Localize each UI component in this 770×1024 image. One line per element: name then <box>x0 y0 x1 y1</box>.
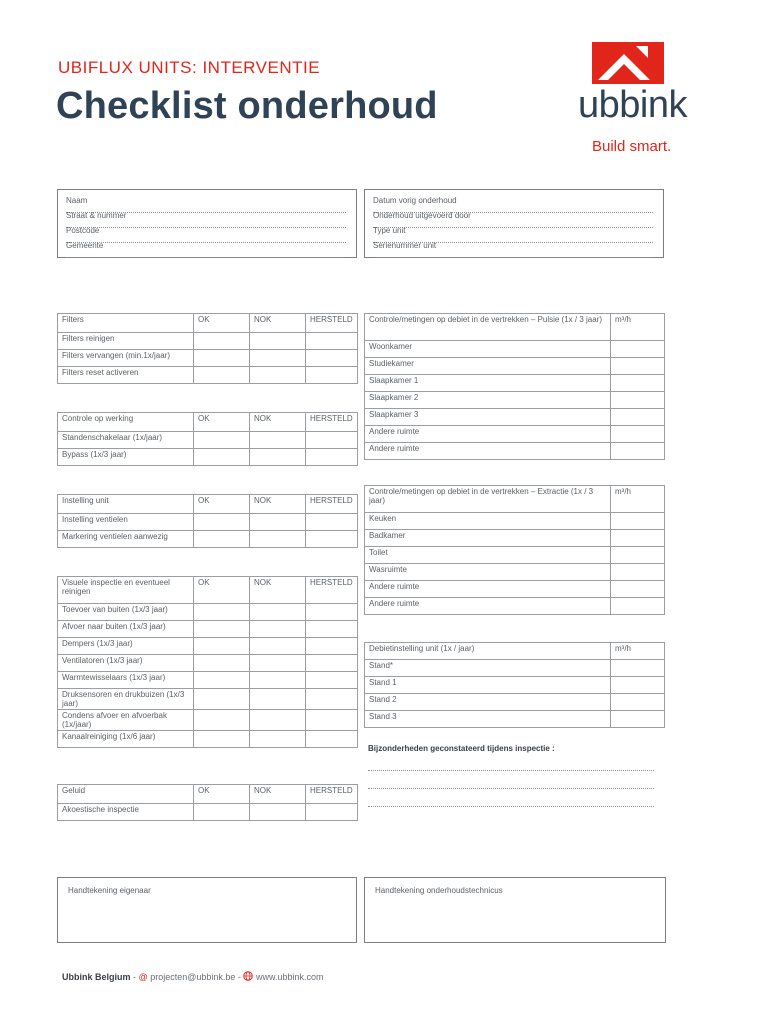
ok-checkbox[interactable] <box>194 710 250 731</box>
table-row <box>365 392 665 409</box>
ok-column-header: OK <box>194 495 250 514</box>
flow-value-input[interactable] <box>611 443 665 460</box>
table-row <box>365 694 665 711</box>
room-label: Stand* <box>365 660 611 677</box>
section-label: Filters <box>58 314 194 333</box>
table-row <box>58 449 358 466</box>
nok-checkbox[interactable] <box>250 367 306 384</box>
room-label: Keuken <box>365 513 611 530</box>
ok-checkbox[interactable] <box>194 432 250 449</box>
footer-company: Ubbink Belgium <box>62 972 131 982</box>
document-subtitle: UBIFLUX UNITS: INTERVENTIE <box>58 58 321 77</box>
nok-checkbox[interactable] <box>250 672 306 689</box>
notes-line-1[interactable] <box>368 770 654 771</box>
table-row <box>58 710 358 731</box>
customer-info-box <box>57 189 357 258</box>
ok-checkbox[interactable] <box>194 638 250 655</box>
operation-checklist-table <box>57 412 358 466</box>
repaired-checkbox[interactable] <box>306 804 358 821</box>
ok-checkbox[interactable] <box>194 604 250 621</box>
footer-separator-1: - <box>133 972 137 982</box>
check-item-label: Akoestische inspectie <box>58 804 194 821</box>
check-item-label: Instelling ventielen <box>58 514 194 531</box>
ok-checkbox[interactable] <box>194 655 250 672</box>
table-row <box>58 514 358 531</box>
at-icon: @ <box>138 972 148 982</box>
check-item-label: Markering ventielen aanwezig <box>58 531 194 548</box>
nok-checkbox[interactable] <box>250 638 306 655</box>
flow-value-input[interactable] <box>611 711 665 728</box>
repaired-checkbox[interactable] <box>306 514 358 531</box>
repaired-checkbox[interactable] <box>306 689 358 710</box>
brand-tagline: Build smart. <box>592 138 672 155</box>
table-header-row <box>58 495 358 514</box>
repaired-checkbox[interactable] <box>306 655 358 672</box>
table-row <box>58 604 358 621</box>
ok-column-header: OK <box>194 577 250 604</box>
check-item-label: Filters vervangen (min.1x/jaar) <box>58 350 194 367</box>
nok-checkbox[interactable] <box>250 449 306 466</box>
repaired-column-header: HERSTELD <box>306 785 358 804</box>
info-field-municipality[interactable]: Gemeente <box>66 241 346 258</box>
check-item-label: Ventilatoren (1x/3 jaar) <box>58 655 194 672</box>
owner-signature-box[interactable] <box>57 877 357 943</box>
table-header-row <box>365 643 665 660</box>
flow-unit-column-header: m³/h <box>611 643 665 660</box>
nok-checkbox[interactable] <box>250 333 306 350</box>
table-row <box>365 375 665 392</box>
inspection-notes-label: Bijzonderheden geconstateerd tijdens inspectie : <box>368 744 555 753</box>
brand-name: ubbink <box>578 84 687 126</box>
globe-icon <box>243 971 253 981</box>
table-row <box>365 341 665 358</box>
section-label: Controle op werking <box>58 413 194 432</box>
room-label: Badkamer <box>365 530 611 547</box>
filters-checklist-table <box>57 313 358 384</box>
room-label: Toilet <box>365 547 611 564</box>
table-row <box>365 426 665 443</box>
ok-checkbox[interactable] <box>194 531 250 548</box>
flow-value-input[interactable] <box>611 341 665 358</box>
table-header-row <box>58 413 358 432</box>
repaired-column-header: HERSTELD <box>306 495 358 514</box>
sound-checklist-table <box>57 784 358 821</box>
info-field-serial-number[interactable]: Serienummer unit <box>373 241 653 258</box>
table-row <box>58 531 358 548</box>
ok-checkbox[interactable] <box>194 350 250 367</box>
check-item-label: Condens afvoer en afvoerbak (1x/jaar) <box>58 710 194 731</box>
nok-checkbox[interactable] <box>250 655 306 672</box>
table-header-row <box>365 314 665 341</box>
ok-checkbox[interactable] <box>194 804 250 821</box>
info-field-street[interactable]: Straat & nummer <box>66 211 346 228</box>
ok-checkbox[interactable] <box>194 621 250 638</box>
repaired-column-header: HERSTELD <box>306 577 358 604</box>
flow-value-input[interactable] <box>611 530 665 547</box>
nok-checkbox[interactable] <box>250 350 306 367</box>
repaired-checkbox[interactable] <box>306 621 358 638</box>
room-label: Studiekamer <box>365 358 611 375</box>
check-item-label: Warmtewisselaars (1x/3 jaar) <box>58 672 194 689</box>
ok-checkbox[interactable] <box>194 731 250 748</box>
ubbink-logo-icon <box>592 42 664 84</box>
table-row <box>58 689 358 710</box>
flow-value-input[interactable] <box>611 581 665 598</box>
room-label: Andere ruimte <box>365 581 611 598</box>
ok-checkbox[interactable] <box>194 333 250 350</box>
table-header-row <box>365 486 665 513</box>
check-item-label: Standenschakelaar (1x/jaar) <box>58 432 194 449</box>
nok-column-header: NOK <box>250 413 306 432</box>
room-label: Andere ruimte <box>365 443 611 460</box>
room-label: Andere ruimte <box>365 426 611 443</box>
info-field-name[interactable]: Naam <box>66 196 346 213</box>
flow-value-input[interactable] <box>611 513 665 530</box>
repaired-checkbox[interactable] <box>306 449 358 466</box>
nok-checkbox[interactable] <box>250 514 306 531</box>
ok-column-header: OK <box>194 314 250 333</box>
notes-line-3[interactable] <box>368 806 654 807</box>
nok-checkbox[interactable] <box>250 710 306 731</box>
check-item-label: Filters reset activeren <box>58 367 194 384</box>
table-row <box>365 581 665 598</box>
table-row <box>365 677 665 694</box>
table-row <box>58 804 358 821</box>
table-row <box>58 367 358 384</box>
measurement-section-label: Controle/metingen op debiet in de vertrekken – Extractie (1x / 3 jaar) <box>365 486 611 513</box>
ok-checkbox[interactable] <box>194 514 250 531</box>
flow-value-input[interactable] <box>611 409 665 426</box>
flow-value-input[interactable] <box>611 598 665 615</box>
section-label: Visuele inspectie en eventueel reinigen <box>58 577 194 604</box>
room-label: Stand 2 <box>365 694 611 711</box>
table-row <box>365 409 665 426</box>
info-field-postcode[interactable]: Postcode <box>66 226 346 243</box>
table-row <box>365 598 665 615</box>
room-label: Stand 3 <box>365 711 611 728</box>
room-label: Woonkamer <box>365 341 611 358</box>
table-row <box>58 350 358 367</box>
repaired-checkbox[interactable] <box>306 333 358 350</box>
table-row <box>58 655 358 672</box>
repaired-checkbox[interactable] <box>306 672 358 689</box>
nok-column-header: NOK <box>250 495 306 514</box>
table-row <box>365 530 665 547</box>
flow-value-input[interactable] <box>611 426 665 443</box>
nok-column-header: NOK <box>250 314 306 333</box>
section-label: Geluid <box>58 785 194 804</box>
table-row <box>365 358 665 375</box>
repaired-checkbox[interactable] <box>306 531 358 548</box>
check-item-label: Afvoer naar buiten (1x/3 jaar) <box>58 621 194 638</box>
check-item-label: Toevoer van buiten (1x/3 jaar) <box>58 604 194 621</box>
unit-info-box <box>364 189 664 258</box>
table-header-row <box>58 314 358 333</box>
nok-checkbox[interactable] <box>250 531 306 548</box>
info-field-last-service[interactable]: Datum vorig onderhoud <box>373 196 653 213</box>
room-label: Wasruimte <box>365 564 611 581</box>
flow-unit-column-header: m³/h <box>611 486 665 513</box>
footer-website[interactable]: www.ubbink.com <box>255 972 324 982</box>
extract-flow-measurement-table <box>364 485 665 615</box>
flow-unit-column-header: m³/h <box>611 314 665 341</box>
room-label: Slaapkamer 2 <box>365 392 611 409</box>
table-row <box>58 638 358 655</box>
flow-value-input[interactable] <box>611 547 665 564</box>
room-label: Slaapkamer 1 <box>365 375 611 392</box>
ok-checkbox[interactable] <box>194 449 250 466</box>
table-row <box>365 513 665 530</box>
flow-value-input[interactable] <box>611 564 665 581</box>
flow-value-input[interactable] <box>611 375 665 392</box>
document-title: Checklist onderhoud <box>56 85 438 127</box>
room-label: Stand 1 <box>365 677 611 694</box>
visual-inspection-checklist-table <box>57 576 358 748</box>
nok-checkbox[interactable] <box>250 604 306 621</box>
table-row <box>58 621 358 638</box>
table-row <box>58 432 358 449</box>
repaired-checkbox[interactable] <box>306 350 358 367</box>
ok-checkbox[interactable] <box>194 689 250 710</box>
check-item-label: Bypass (1x/3 jaar) <box>58 449 194 466</box>
repaired-checkbox[interactable] <box>306 638 358 655</box>
table-row <box>365 564 665 581</box>
room-label: Slaapkamer 3 <box>365 409 611 426</box>
footer-email[interactable]: projecten@ubbink.be <box>150 972 236 982</box>
nok-checkbox[interactable] <box>250 621 306 638</box>
ok-column-header: OK <box>194 785 250 804</box>
table-row <box>365 443 665 460</box>
unit-flow-setting-table <box>364 642 665 728</box>
table-row <box>365 547 665 564</box>
repaired-column-header: HERSTELD <box>306 314 358 333</box>
flow-value-input[interactable] <box>611 677 665 694</box>
footer <box>62 971 323 982</box>
info-field-unit-type[interactable]: Type unit <box>373 226 653 243</box>
technician-signature-box[interactable] <box>364 877 666 943</box>
unit-setting-checklist-table <box>57 494 358 548</box>
repaired-checkbox[interactable] <box>306 432 358 449</box>
flow-value-input[interactable] <box>611 694 665 711</box>
check-item-label: Druksensoren en drukbuizen (1x/3 jaar) <box>58 689 194 710</box>
check-item-label: Kanaalreiniging (1x/6 jaar) <box>58 731 194 748</box>
nok-column-header: NOK <box>250 785 306 804</box>
table-row <box>365 711 665 728</box>
table-row <box>58 672 358 689</box>
notes-line-2[interactable] <box>368 788 654 789</box>
nok-checkbox[interactable] <box>250 689 306 710</box>
table-header-row <box>58 577 358 604</box>
flow-value-input[interactable] <box>611 358 665 375</box>
repaired-column-header: HERSTELD <box>306 413 358 432</box>
section-label: Instelling unit <box>58 495 194 514</box>
nok-checkbox[interactable] <box>250 804 306 821</box>
repaired-checkbox[interactable] <box>306 604 358 621</box>
repaired-checkbox[interactable] <box>306 710 358 731</box>
repaired-checkbox[interactable] <box>306 367 358 384</box>
ok-column-header: OK <box>194 413 250 432</box>
flow-value-input[interactable] <box>611 660 665 677</box>
measurement-section-label: Controle/metingen op debiet in de vertrekken – Pulsie (1x / 3 jaar) <box>365 314 611 341</box>
info-field-serviced-by[interactable]: Onderhoud uitgevoerd door <box>373 211 653 228</box>
ok-checkbox[interactable] <box>194 367 250 384</box>
supply-flow-measurement-table <box>364 313 665 460</box>
footer-separator-2: - <box>237 972 241 982</box>
nok-column-header: NOK <box>250 577 306 604</box>
nok-checkbox[interactable] <box>250 731 306 748</box>
room-label: Andere ruimte <box>365 598 611 615</box>
technician-signature-label: Handtekening onderhoudstechnicus <box>375 886 503 895</box>
table-row <box>365 660 665 677</box>
measurement-section-label: Debietinstelling unit (1x / jaar) <box>365 643 611 660</box>
repaired-checkbox[interactable] <box>306 731 358 748</box>
flow-value-input[interactable] <box>611 392 665 409</box>
owner-signature-label: Handtekening eigenaar <box>68 886 151 895</box>
ok-checkbox[interactable] <box>194 672 250 689</box>
nok-checkbox[interactable] <box>250 432 306 449</box>
table-row <box>58 333 358 350</box>
check-item-label: Filters reinigen <box>58 333 194 350</box>
check-item-label: Dempers (1x/3 jaar) <box>58 638 194 655</box>
table-header-row <box>58 785 358 804</box>
table-row <box>58 731 358 748</box>
